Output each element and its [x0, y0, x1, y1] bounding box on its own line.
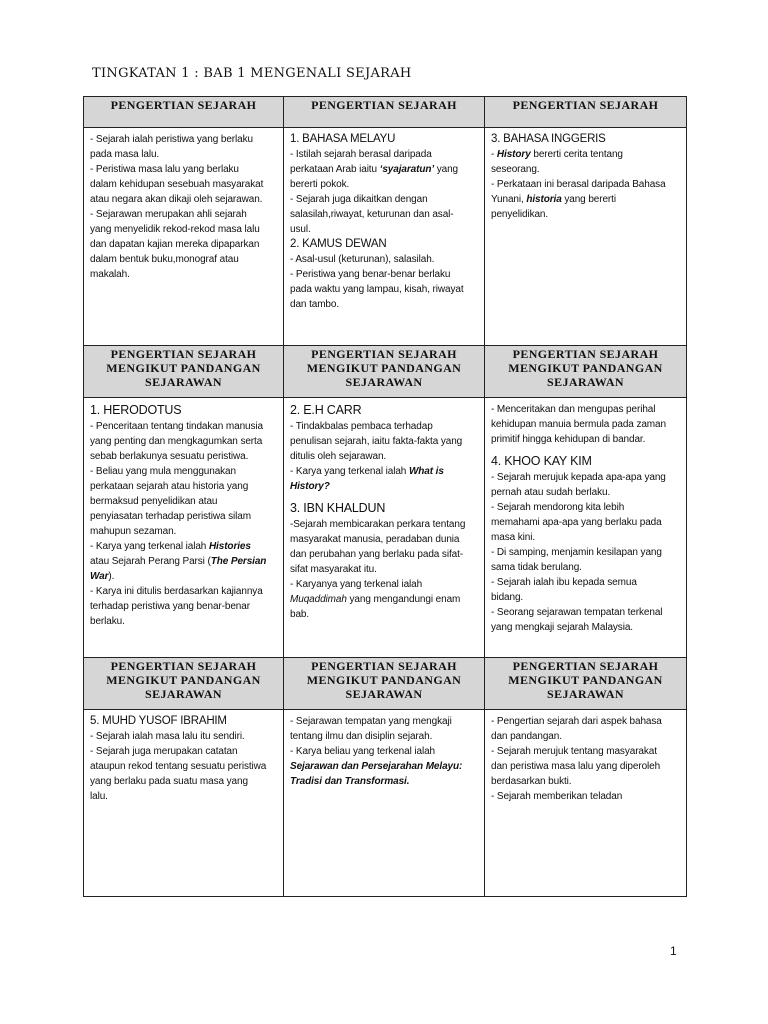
text-segment: - Karya ini ditulis berdasarkan kajiannya [90, 586, 263, 597]
text-line [491, 177, 681, 192]
text-segment: - Karya yang terkenal ialah [290, 466, 409, 477]
text-line [90, 434, 278, 449]
text-segment: - Peristiwa masa lalu yang berlaku [90, 164, 239, 175]
content-cell [284, 398, 485, 658]
text-segment: dan dapatan kajian mereka dipaparkan [90, 239, 260, 250]
text-segment: - Pengertian sejarah dari aspek bahasa [491, 716, 662, 727]
text-line [491, 575, 681, 590]
text-line [90, 614, 278, 629]
text-line [90, 162, 278, 177]
content-cell [284, 128, 485, 346]
column-header [485, 346, 687, 398]
header-line: MENGIKUT PANDANGAN [106, 361, 261, 375]
text-line [90, 449, 278, 464]
text-line [90, 222, 278, 237]
text-line [90, 192, 278, 207]
text-segment: usul. [290, 224, 311, 235]
text-line [290, 207, 479, 222]
content-cell [284, 710, 485, 897]
text-segment: bermaksud penyelidikan atau [90, 496, 218, 507]
header-line: MENGIKUT PANDANGAN [508, 361, 663, 375]
text-line [290, 177, 479, 192]
text-segment: ataupun rekod tentang sesuatu peristiwa [90, 761, 267, 772]
column-header [284, 658, 485, 710]
text-line [491, 560, 681, 575]
emphasis-text: ‘syajaratun’ [379, 164, 435, 175]
text-line [491, 402, 681, 417]
text-segment: - Sejarah juga dikaitkan dengan [290, 194, 428, 205]
text-segment: tentang ilmu dan disiplin sejarah. [290, 731, 433, 742]
text-segment: dan perubahan yang berlaku pada sifat- [290, 549, 463, 560]
text-segment: - Karya yang terkenal ialah [90, 541, 209, 552]
text-line [491, 789, 681, 804]
text-line [491, 590, 681, 605]
header-line: MENGIKUT PANDANGAN [508, 673, 663, 687]
text-line [491, 620, 681, 635]
text-segment: atau Sejarah Perang Parsi ( [90, 556, 211, 567]
text-segment: penulisan sejarah, iaitu fakta-fakta yang [290, 436, 463, 447]
content-row [84, 128, 687, 346]
text-line [290, 252, 479, 267]
header-line: PENGERTIAN SEJARAH [311, 347, 457, 361]
text-line [290, 517, 479, 532]
text-line [90, 207, 278, 222]
section-heading [90, 714, 278, 729]
text-segment: - Sejarah juga merupakan catatan [90, 746, 238, 757]
header-line: PENGERTIAN SEJARAH [110, 98, 257, 112]
header-line: PENGERTIAN SEJARAH [110, 347, 257, 361]
content-row [84, 710, 687, 897]
text-segment: sama tidak berulang. [491, 562, 582, 573]
text-segment: yang mengkaji sejarah Malaysia. [491, 622, 633, 633]
text-segment: 2. KAMUS DEWAN [290, 238, 387, 250]
text-line [491, 470, 681, 485]
text-line [290, 532, 479, 547]
text-segment: bab. [290, 609, 310, 620]
text-segment: memahami apa-apa yang berlaku pada [491, 517, 662, 528]
content-row [84, 398, 687, 658]
section-heading [290, 402, 479, 419]
header-row [84, 658, 687, 710]
text-segment: pada waktu yang lampau, kisah, riwayat [290, 284, 464, 295]
text-line [491, 162, 681, 177]
text-segment: masa kini. [491, 532, 536, 543]
text-line [491, 605, 681, 620]
text-line [491, 545, 681, 560]
column-header [284, 97, 485, 128]
text-line [491, 500, 681, 515]
header-line: PENGERTIAN SEJARAH [311, 98, 457, 112]
text-line [290, 592, 479, 607]
text-line [90, 252, 278, 267]
text-segment: seseorang. [491, 164, 540, 175]
emphasis-text: History [496, 149, 531, 160]
text-line [90, 132, 278, 147]
text-segment: perkataan sejarah atau historia yang [90, 481, 249, 492]
text-segment: dalam bentuk buku,monograf atau [90, 254, 239, 265]
text-segment: lalu. [90, 791, 108, 802]
text-segment: sifat masyarakat itu. [290, 564, 377, 575]
text-segment: penyelidikan. [491, 209, 549, 220]
text-line [290, 714, 479, 729]
text-line [290, 192, 479, 207]
text-segment: - Asal-usul (keturunan), salasilah. [290, 254, 435, 265]
section-heading [290, 237, 479, 252]
header-line: PENGERTIAN SEJARAH [311, 659, 457, 673]
text-line [90, 539, 278, 554]
text-segment: 3. BAHASA INGGERIS [491, 133, 606, 145]
text-segment: - Sejarah merujuk tentang masyarakat [491, 746, 657, 757]
text-line [290, 607, 479, 622]
content-cell [84, 398, 284, 658]
header-line: MENGIKUT PANDANGAN [106, 673, 261, 687]
text-segment: - Sejarah ialah ibu kepada semua [491, 577, 637, 588]
text-segment: dan peristiwa masa lalu yang diperoleh [491, 761, 661, 772]
column-header [284, 346, 485, 398]
text-segment: mahupun sezaman. [90, 526, 177, 537]
emphasis-text: Tradisi dan Transformasi. [290, 776, 410, 787]
text-segment: dalam kehidupan sesebuah masyarakat [90, 179, 264, 190]
header-line: SEJARAWAN [345, 375, 423, 389]
text-segment: dan pandangan. [491, 731, 562, 742]
emphasis-text: War [90, 571, 109, 582]
column-header [84, 658, 284, 710]
text-segment: dan tambo. [290, 299, 340, 310]
text-segment: kehidupan manuia bermula pada zaman [491, 419, 666, 430]
text-segment: penyiasatan terhadap peristiwa silam [90, 511, 251, 522]
text-segment: bererti pokok. [290, 179, 350, 190]
text-line [290, 267, 479, 282]
emphasis-text: historia [526, 194, 562, 205]
text-segment: - Sejarawan merupakan ahli sejarah [90, 209, 247, 220]
column-header [485, 658, 687, 710]
text-line [290, 449, 479, 464]
text-segment: 3. IBN KHALDUN [290, 501, 386, 515]
header-line: MENGIKUT PANDANGAN [306, 361, 462, 375]
text-segment: - Sejarawan tempatan yang mengkaji [290, 716, 452, 727]
text-line [491, 515, 681, 530]
text-line [90, 509, 278, 524]
text-line [90, 554, 278, 569]
header-line: MENGIKUT PANDANGAN [306, 673, 462, 687]
text-segment: - [491, 149, 497, 160]
text-segment: ). [108, 571, 115, 582]
text-segment: 5. MUHD YUSOF IBRAHIM [90, 715, 227, 727]
text-segment: - Seorang sejarawan tempatan terkenal [491, 607, 663, 618]
text-line [290, 744, 479, 759]
text-segment: - Karya beliau yang terkenal ialah [290, 746, 436, 757]
text-line [491, 759, 681, 774]
text-segment: yang mengandungi enam [346, 594, 461, 605]
document-title: TINGKATAN 1 : BAB 1 MENGENALI SEJARAH [92, 66, 412, 81]
text-line [290, 759, 479, 774]
section-heading [491, 132, 681, 147]
text-line [491, 744, 681, 759]
text-segment: pernah atau sudah berlaku. [491, 487, 611, 498]
text-line [90, 147, 278, 162]
header-line: PENGERTIAN SEJARAH [512, 347, 659, 361]
text-segment: yang [434, 164, 458, 175]
text-line [290, 547, 479, 562]
header-line: SEJARAWAN [345, 687, 423, 701]
text-segment: - Tindakbalas pembaca terhadap [290, 421, 433, 432]
text-line [290, 729, 479, 744]
header-row [84, 97, 687, 128]
text-segment: perkataan Arab iaitu [290, 164, 380, 175]
emphasis-text: What is [408, 466, 444, 477]
text-line [491, 714, 681, 729]
section-heading [491, 453, 681, 470]
text-segment: - Menceritakan dan mengupas perihal [491, 404, 656, 415]
text-line [491, 192, 681, 207]
text-segment: pada masa lalu. [90, 149, 160, 160]
content-cell [485, 710, 687, 897]
text-segment: salasilah,riwayat, keturunan dan asal- [290, 209, 454, 220]
text-segment: - Karyanya yang terkenal ialah [290, 579, 423, 590]
text-line [491, 147, 681, 162]
header-row [84, 346, 687, 398]
text-segment: - Sejarah ialah masa lalu itu sendiri. [90, 731, 245, 742]
text-line [90, 237, 278, 252]
text-segment: 1. HERODOTUS [90, 403, 182, 417]
header-line: PENGERTIAN SEJARAH [512, 659, 659, 673]
text-line [290, 162, 479, 177]
text-line [290, 479, 479, 494]
column-header [485, 97, 687, 128]
text-line [491, 485, 681, 500]
column-header [84, 346, 284, 398]
text-segment: - Sejarah ialah peristiwa yang berlaku [90, 134, 253, 145]
text-line [290, 297, 479, 312]
text-line [491, 417, 681, 432]
content-cell [485, 398, 687, 658]
text-segment: makalah. [90, 269, 130, 280]
text-line [90, 267, 278, 282]
emphasis-text: The Persian [210, 556, 267, 567]
text-segment: terhadap peristiwa yang benar-benar [90, 601, 250, 612]
text-line [290, 419, 479, 434]
content-cell [84, 128, 284, 346]
text-segment: yang menyelidik rekod-rekod masa lalu [90, 224, 260, 235]
text-line [90, 774, 278, 789]
column-header [84, 97, 284, 128]
text-segment: - Peristiwa yang benar-benar berlaku [290, 269, 451, 280]
text-segment: berlaku. [90, 616, 125, 627]
text-line [491, 530, 681, 545]
text-segment: atau negara akan dikaji oleh sejarawan. [90, 194, 263, 205]
section-heading [90, 402, 278, 419]
text-line [90, 584, 278, 599]
text-line [290, 282, 479, 297]
text-line [90, 599, 278, 614]
page-number: 1 [670, 944, 677, 958]
text-line [290, 562, 479, 577]
header-line: SEJARAWAN [145, 687, 222, 701]
text-line [90, 419, 278, 434]
text-segment: - Sejarah memberikan teladan [491, 791, 623, 802]
text-line [90, 177, 278, 192]
text-line [90, 789, 278, 804]
header-line: PENGERTIAN SEJARAH [110, 659, 257, 673]
text-segment: - Perkataan ini berasal daripada Bahasa [491, 179, 666, 190]
text-line [290, 434, 479, 449]
text-segment: Yunani, [491, 194, 527, 205]
content-cell [485, 128, 687, 346]
text-segment: 1. BAHASA MELAYU [290, 133, 396, 145]
text-line [290, 464, 479, 479]
text-segment: - Penceritaan tentang tindakan manusia [90, 421, 263, 432]
text-segment: yang bererti [561, 194, 616, 205]
header-line: PENGERTIAN SEJARAH [512, 98, 659, 112]
text-line [90, 464, 278, 479]
text-segment: - Istilah sejarah berasal daripada [290, 149, 432, 160]
emphasis-text: Sejarawan dan Persejarahan Melayu: [290, 761, 463, 772]
text-line [491, 432, 681, 447]
content-cell [84, 710, 284, 897]
emphasis-text: History? [290, 481, 330, 492]
text-line [90, 494, 278, 509]
text-segment: - Di samping, menjamin kesilapan yang [491, 547, 662, 558]
text-line [90, 479, 278, 494]
text-segment: - Sejarah merujuk kepada apa-apa yang [491, 472, 666, 483]
text-line [491, 774, 681, 789]
header-line: SEJARAWAN [145, 375, 222, 389]
text-segment: - Sejarah mendorong kita lebih [491, 502, 625, 513]
text-line [290, 222, 479, 237]
text-line [90, 524, 278, 539]
text-segment: primitif hingga kehidupan di bandar. [491, 434, 646, 445]
text-line [290, 774, 479, 789]
text-line [290, 147, 479, 162]
section-heading [290, 132, 479, 147]
text-line [90, 759, 278, 774]
text-segment: berdasarkan bukti. [491, 776, 572, 787]
emphasis-text: Histories [208, 541, 251, 552]
text-segment: sebab berlakunya sesuatu peristiwa. [90, 451, 249, 462]
text-segment: 4. KHOO KAY KIM [491, 454, 592, 468]
text-line [90, 744, 278, 759]
text-segment: ditulis oleh sejarawan. [290, 451, 387, 462]
notes-table [83, 96, 687, 897]
text-segment: masyarakat manusia, peradaban dunia [290, 534, 460, 545]
text-segment: yang penting dan mengkagumkan serta [90, 436, 263, 447]
header-line: SEJARAWAN [547, 687, 624, 701]
text-segment: bidang. [491, 592, 524, 603]
text-segment: bererti cerita tentang [530, 149, 623, 160]
header-line: SEJARAWAN [547, 375, 624, 389]
text-line [90, 729, 278, 744]
text-segment: -Sejarah membicarakan perkara tentang [290, 519, 466, 530]
italic-text: Muqaddimah [290, 594, 347, 605]
text-segment: - Beliau yang mula menggunakan [90, 466, 236, 477]
text-line [491, 207, 681, 222]
text-segment: yang berlaku pada suatu masa yang [90, 776, 248, 787]
text-line [491, 729, 681, 744]
text-line [290, 577, 479, 592]
text-segment: 2. E.H CARR [290, 403, 362, 417]
section-heading [290, 500, 479, 517]
text-line [90, 569, 278, 584]
